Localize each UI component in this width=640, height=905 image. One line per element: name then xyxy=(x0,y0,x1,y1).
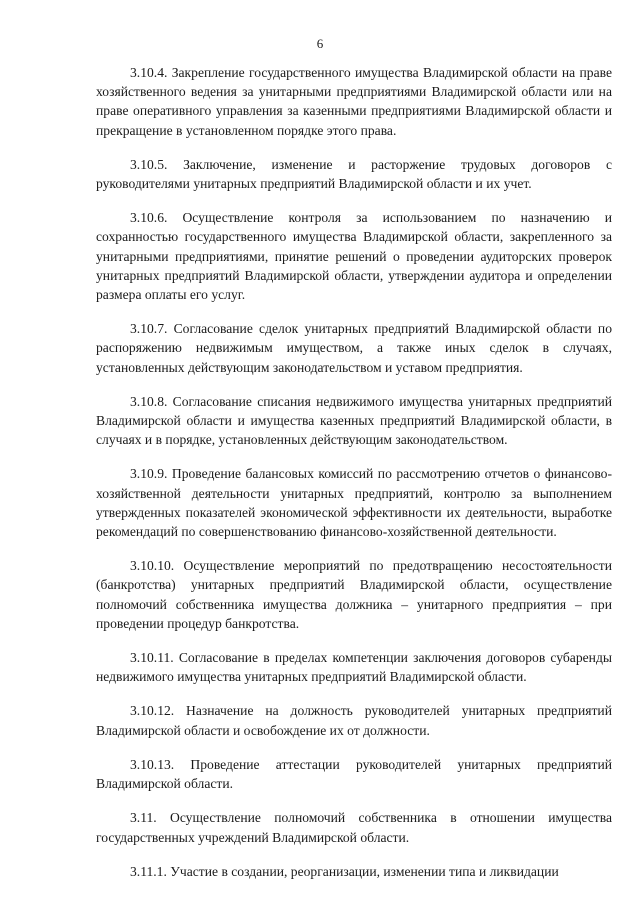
document-body xyxy=(96,63,612,896)
paragraph-3-10-11: 3.10.11. Согласование в пределах компетенции заключения договоров субаренды недвижимого имущества унитарных предприятий Владимирской области. xyxy=(96,650,612,685)
page-number: 6 xyxy=(316,36,324,51)
paragraph-3-10-9: 3.10.9. Проведение балансовых комиссий по рассмотрению отчетов о финансово-хозяйственной деятельности унитарных предприятий, контролю за выполнением утвержденных показателей экономической эффективности их деятельности, выработке рекомендаций по совершенствованию финансово-хозяйственной деятельности. xyxy=(96,466,612,540)
paragraph-3-10-8: 3.10.8. Согласование списания недвижимого имущества унитарных предприятий Владимирской области и имущества казенных предприятий Владимирской области, в случаях и в порядке, установленных действующим законодательством. xyxy=(96,393,612,448)
paragraph-3-10-6: 3.10.6. Осуществление контроля за использованием по назначению и сохранностью государственного имущества Владимирской области, закрепленного за унитарными предприятиями, принятие решений о проведении аудиторских проверок унитарных предприятий Владимирской области, утверждении аудитора и определении размера оплаты его услуг. xyxy=(96,210,612,303)
paragraph-3-10-5: 3.10.5. Заключение, изменение и расторжение трудовых договоров с руководителями унитарных предприятий Владимирской области и их учет. xyxy=(96,156,612,192)
paragraph-3-11-1: 3.11.1. Участие в создании, реорганизации, изменении типа и ликвидации xyxy=(130,863,559,879)
paragraph-3-11: 3.11. Осуществление полномочий собственника в отношении имущества государственных учреждений Владимирской области. xyxy=(96,810,612,845)
paragraph-3-10-10: 3.10.10. Осуществление мероприятий по предотвращению несостоятельности (банкротства) унитарных предприятий Владимирской области, осуществление полномочий собственника имущества должника – унитарного предприятия – при проведении процедур банкротства. xyxy=(96,558,612,631)
paragraph-3-10-12: 3.10.12. Назначение на должность руководителей унитарных предприятий Владимирской области и освобождение их от должности. xyxy=(96,703,612,738)
paragraph-3-10-13: 3.10.13. Проведение аттестации руководителей унитарных предприятий Владимирской области. xyxy=(96,756,612,792)
paragraph-3-10-4: 3.10.4. Закрепление государственного имущества Владимирской области на праве хозяйственного ведения за унитарными предприятиями Владимирской области или на праве оперативного управления за казенными предприятиями Владимирской области и прекращение в установленном порядке этого права. xyxy=(96,65,612,138)
paragraph-3-10-7: 3.10.7. Согласование сделок унитарных предприятий Владимирской области по распоряжению недвижимым имуществом, а также иных сделок в случаях, установленных действующим законодательством и уставом предприятия. xyxy=(96,321,612,375)
